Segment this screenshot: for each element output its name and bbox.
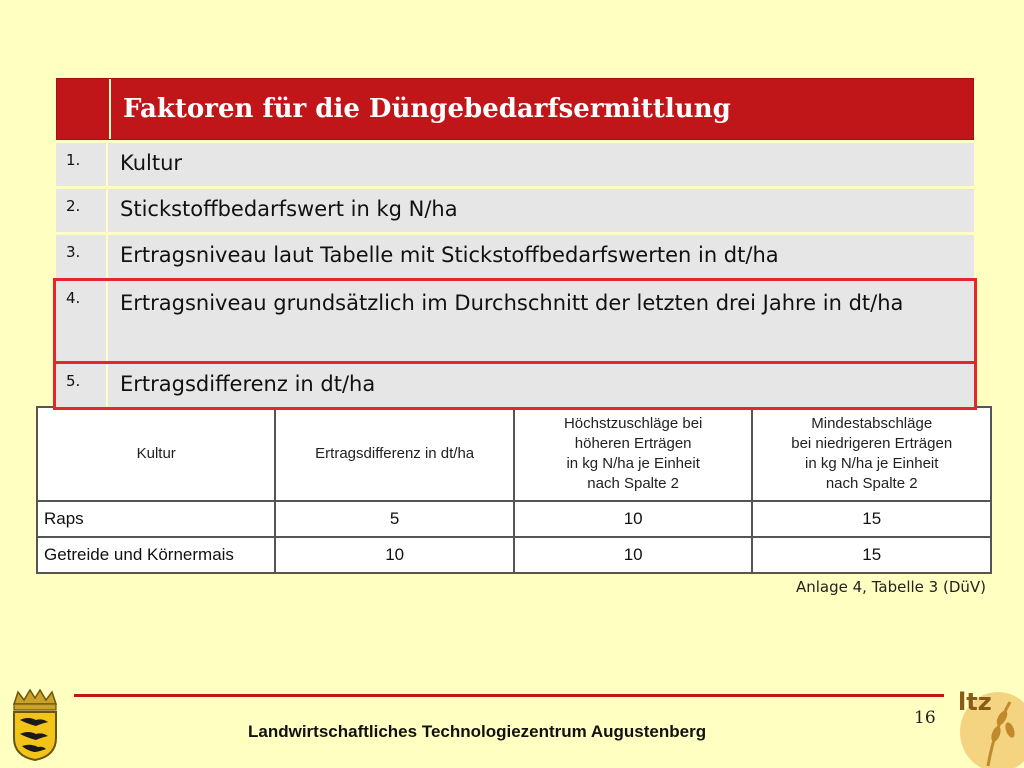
cell-abschlag: 15 — [752, 501, 991, 537]
cell-abschlag: 15 — [752, 537, 991, 573]
cell-zuschlag: 10 — [514, 537, 753, 573]
source-caption: Anlage 4, Tabelle 3 (DüV) — [795, 578, 986, 596]
factor-number: 2. — [56, 189, 108, 232]
cell-kultur: Raps — [37, 501, 275, 537]
organization-name: Landwirtschaftliches Technologiezentrum Augustenberg — [248, 722, 707, 741]
cell-differenz: 5 — [275, 501, 513, 537]
factor-row-3 — [56, 235, 974, 278]
factor-row-1 — [56, 143, 974, 186]
factor-text: Ertragsniveau laut Tabelle mit Stickstoffbedarfswerten in dt/ha — [120, 243, 779, 267]
page-number: 16 — [914, 708, 936, 728]
logo-text: ltz — [958, 688, 992, 716]
factors-table — [56, 78, 974, 407]
factors-table-header — [56, 78, 974, 140]
factor-number: 5. — [56, 364, 108, 407]
factor-text: Stickstoffbedarfswert in kg N/ha — [120, 197, 458, 221]
factor-text: Kultur — [120, 151, 183, 175]
factor-row-2 — [56, 189, 974, 232]
factors-table-title: Faktoren für die Düngebedarfsermittlung — [123, 94, 731, 124]
column-header-ertragsdifferenz: Ertragsdifferenz in dt/ha — [275, 407, 513, 501]
ltz-logo-icon — [944, 680, 1024, 768]
header-number-cell — [57, 79, 111, 139]
coat-of-arms-icon — [8, 686, 62, 762]
table-row — [37, 537, 991, 573]
cell-zuschlag: 10 — [514, 501, 753, 537]
cell-differenz: 10 — [275, 537, 513, 573]
table-row — [37, 501, 991, 537]
column-header-mindestabschlaege: Mindestabschläge bei niedrigeren Erträgen in kg N/ha je Einheit nach Spalte 2 — [752, 407, 991, 501]
factor-number: 1. — [56, 143, 108, 186]
column-header-hoechstzuschlaege: Höchstzuschläge bei höheren Erträgen in kg N/ha je Einheit nach Spalte 2 — [514, 407, 753, 501]
factor-number: 3. — [56, 235, 108, 278]
column-header-kultur: Kultur — [37, 407, 275, 501]
cell-kultur: Getreide und Körnermais — [37, 537, 275, 573]
factor-row-4-highlighted — [56, 281, 974, 361]
footer-divider — [74, 694, 944, 697]
duev-header-row — [37, 407, 991, 501]
factor-number: 4. — [56, 281, 108, 361]
factor-text: Ertragsniveau grundsätzlich im Durchschnitt der letzten drei Jahre in dt/ha — [120, 291, 904, 315]
factor-text: Ertragsdifferenz in dt/ha — [120, 372, 376, 396]
duev-yield-table — [36, 406, 992, 574]
factor-row-5-highlighted — [56, 364, 974, 407]
